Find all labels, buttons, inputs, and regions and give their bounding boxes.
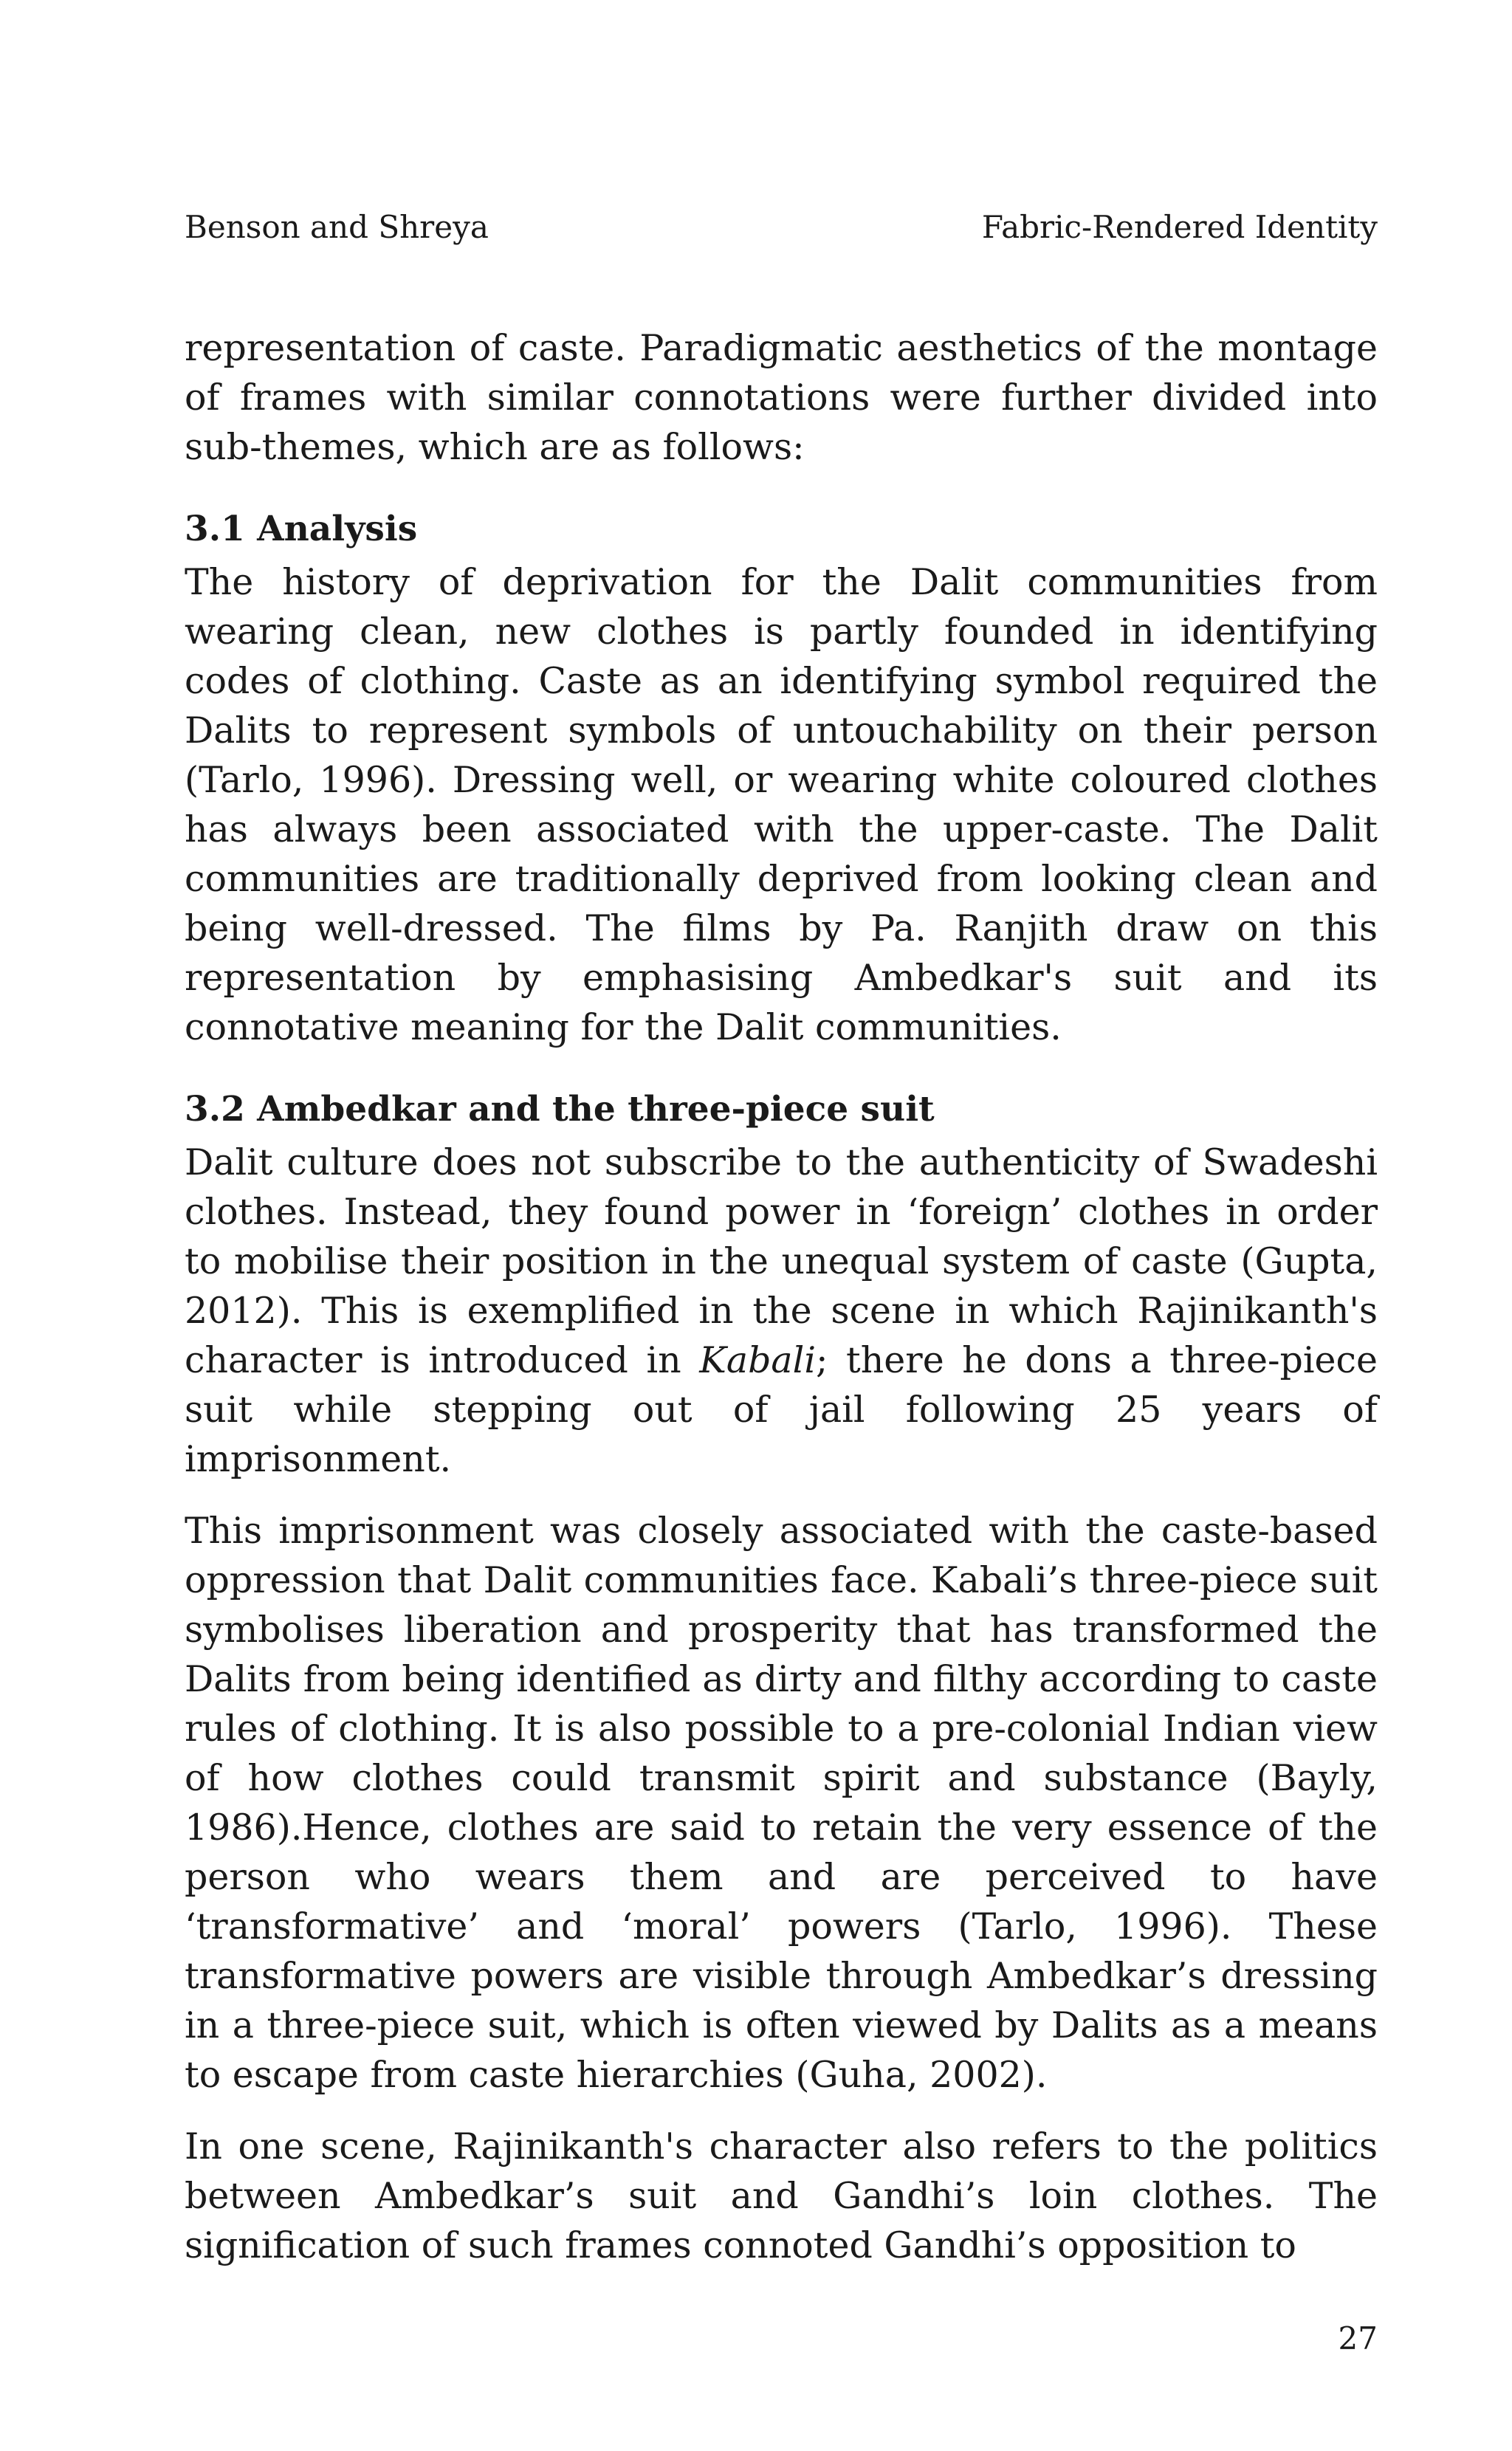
page-body (185, 323, 1378, 2270)
running-header-authors: Benson and Shreya (185, 209, 489, 245)
suit-paragraph-3: In one scene, Rajinikanth's character also refers to the politics between Ambedkar’s suit and Gandhi’s loin clothes. The signification of such frames connoted Gandhi’s opposition to (185, 2125, 1378, 2266)
section-heading-suit: 3.2 Ambedkar and the three-piece suit (185, 1089, 935, 1130)
film-title-kabali: Kabali (699, 1339, 816, 1381)
suit-paragraph-1-text-end: ; there he dons a three-piece suit while stepping out of jail following 25 years of imprisonment. (185, 1339, 1378, 1480)
section-heading-analysis: 3.1 Analysis (185, 509, 418, 549)
suit-paragraph-1-text: Dalit culture does not subscribe to the authenticity of Swadeshi clothes. Instead, they found power in ‘foreign’ clothes in order to mobilise their position in the unequal system of caste (Gupta, 2012). This is exemplified in the scene in which Rajinikanth's character is introduced in (185, 1141, 1378, 1381)
suit-paragraph-2: This imprisonment was closely associated with the caste-based oppression that Dalit communities face. Kabali’s three-piece suit symbolises liberation and prosperity that has transformed the Dalits from being identified as dirty and filthy according to caste rules of clothing. It is also possible to a pre-colonial Indian view of how clothes could transmit spirit and substance (Bayly, 1986).Hence, clothes are said to retain the very essence of the person who wears them and are perceived to have ‘transformative’ and ‘moral’ powers (Tarlo, 1996). These transformative powers are visible through Ambedkar’s dressing in a three-piece suit, which is often viewed by Dalits as a means to escape from caste hierarchies (Guha, 2002). (185, 1510, 1378, 2096)
intro-paragraph: representation of caste. Paradigmatic aesthetics of the montage of frames with similar connotations were further divided into sub-themes, which are as follows: (185, 327, 1378, 468)
page-number: 27 (1338, 2320, 1378, 2357)
running-header-title: Fabric-Rendered Identity (981, 209, 1378, 245)
analysis-paragraph: The history of deprivation for the Dalit communities from wearing clean, new clothes is partly founded in identifying codes of clothing. Caste as an identifying symbol required the Dalits to represent symbols of untouchability on their person (Tarlo, 1996). Dressing well, or wearing white coloured clothes has always been associated with the upper-caste. The Dalit communities are traditionally deprived from looking clean and being well-dressed. The films by Pa. Ranjith draw on this representation by emphasising Ambedkar's suit and its connotative meaning for the Dalit communities. (185, 561, 1378, 1048)
running-header (185, 208, 1378, 247)
suit-paragraph-1 (185, 1138, 1378, 1484)
